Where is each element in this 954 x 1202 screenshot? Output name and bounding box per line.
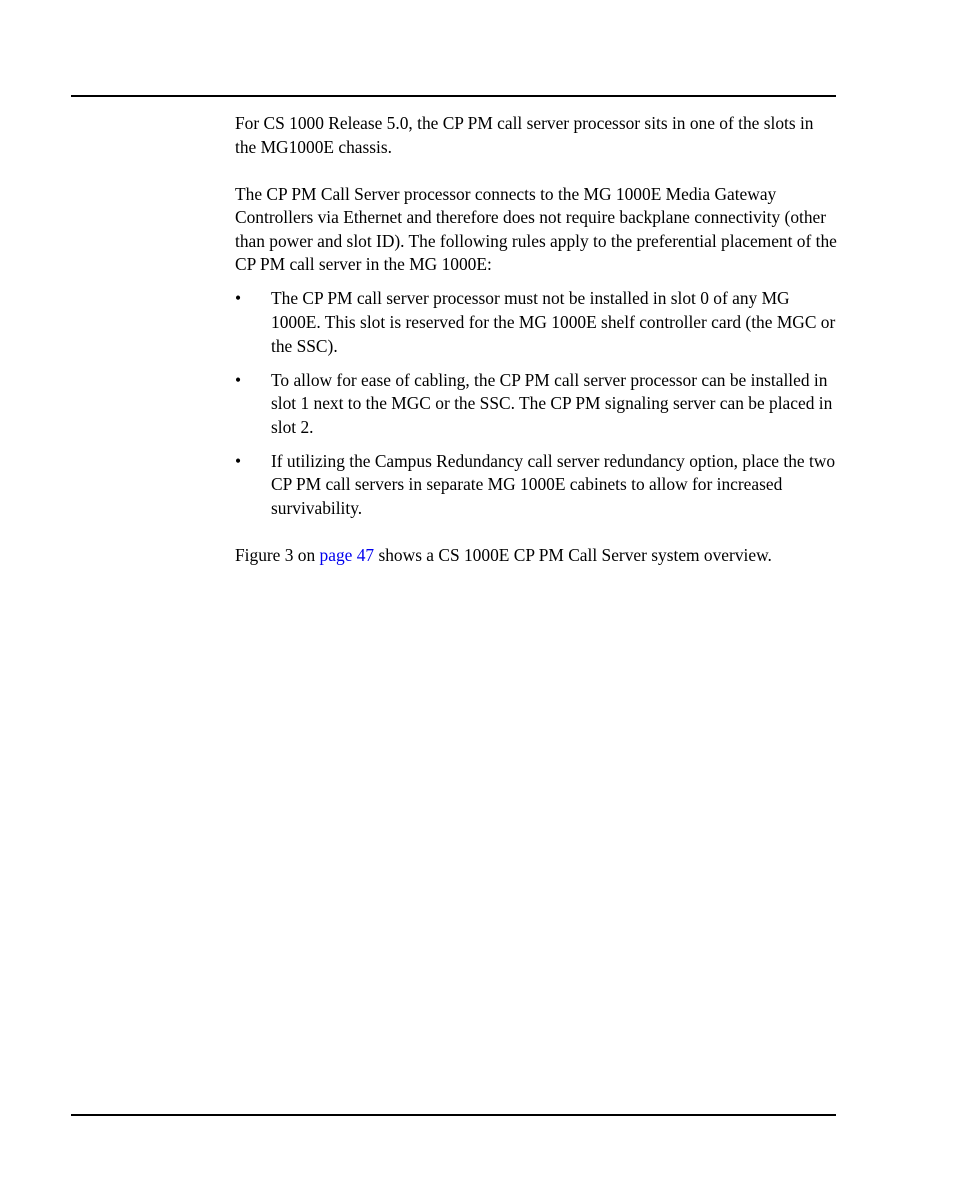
- page-47-link[interactable]: page 47: [319, 544, 375, 565]
- list-item-text: The CP PM call server processor must not be installed in slot 0 of any MG 1000E. This slot is reserved for the MG 1000E shelf controller card (the MGC or the SSC).: [271, 288, 836, 356]
- figure-reference-suffix: shows a CS 1000E CP PM Call Server system overview.: [374, 544, 772, 565]
- paragraph-figure-reference: [235, 544, 839, 568]
- bullet-icon: •: [235, 288, 242, 309]
- list-item-text: If utilizing the Campus Redundancy call server redundancy option, place the two CP PM call servers in separate MG 1000E cabinets to allow for increased survivability.: [271, 450, 836, 518]
- document-body: [235, 112, 839, 591]
- bullet-icon: •: [235, 450, 242, 471]
- paragraph-connectivity: The CP PM Call Server processor connects to the MG 1000E Media Gateway Controllers via Ethernet and therefore does not require backplane connectivity (other than power and slot ID). The following rules apply to the preferential placement of the CP PM call server in the MG 1000E:: [235, 183, 837, 275]
- bullet-icon: •: [235, 369, 242, 390]
- paragraph-release: For CS 1000 Release 5.0, the CP PM call server processor sits in one of the slots in the MG1000E chassis.: [235, 113, 814, 157]
- list-item-text: To allow for ease of cabling, the CP PM call server processor can be installed in slot 1 next to the MGC or the SSC. The CP PM signaling server can be placed in slot 2.: [271, 369, 833, 437]
- header-rule: [71, 95, 836, 97]
- placement-rules-list: [235, 287, 839, 520]
- list-item: [235, 287, 839, 358]
- list-item: [235, 450, 839, 521]
- footer-rule: [71, 1114, 836, 1116]
- figure-reference-prefix: Figure 3 on: [235, 544, 320, 565]
- list-item: [235, 369, 839, 440]
